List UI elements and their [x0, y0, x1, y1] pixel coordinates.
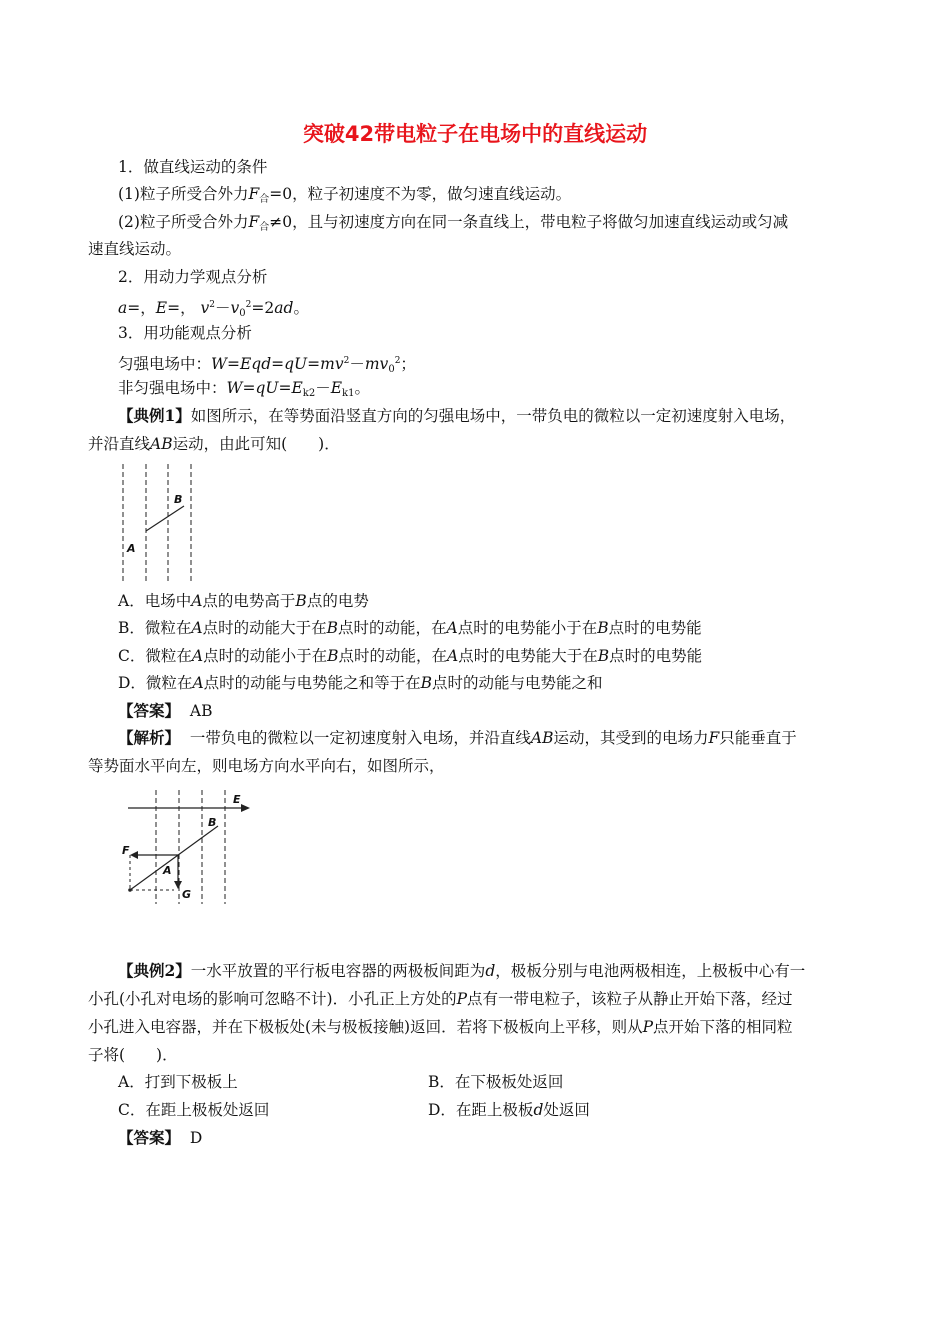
section-1-line-3: 速直线运动。 — [88, 240, 182, 258]
figure-1-equipotential-diagram — [115, 462, 205, 586]
example-1-option-b: B．微粒在A点时的动能大于在B点时的动能，在A点时的电势能小于在B点时的电势能 — [118, 619, 702, 637]
example-2-question-line-2: 小孔(小孔对电场的影响可忽略不计)．小孔正上方处的P点有一带电粒子，该粒子从静止开始下落，经过 — [88, 990, 793, 1008]
section-3-nonuniform: 非匀强电场中：$W=qU=E_{k2}-E_{k1}$。 — [118, 379, 370, 399]
section-1-line-2: (2)粒子所受合外力$F_合\ne 0$，且与初速度方向在同一条直线上，带电粒子将做匀加速直线运动或匀减 — [118, 213, 789, 233]
trajectory-line-ab — [130, 826, 218, 890]
example-1-question-line-1: 【典例1】如图所示，在等势面沿竖直方向的匀强电场中，一带负电的微粒以一定初速度射入电场， — [118, 406, 796, 425]
section-3-uniform: 匀强电场中：$W=Eqd=qU=mv^2-mv_0^2$； — [118, 355, 416, 375]
point-a-label: A — [127, 542, 136, 555]
example-1-option-c: C．微粒在A点时的动能小于在B点时的动能，在A点时的电势能大于在B点时的电势能 — [118, 647, 703, 665]
example-1-option-d: D．微粒在A点时的动能与电势能之和等于在B点时的动能与电势能之和 — [118, 674, 603, 692]
example-2-answer: 【答案】 D — [118, 1128, 203, 1147]
section-2-heading: 2．用动力学观点分析 — [118, 268, 268, 286]
gravity-g-label: G — [182, 888, 192, 901]
gravity-g-arrow-head — [174, 881, 182, 889]
example-2-option-c: C．在距上极板处返回 — [118, 1101, 270, 1119]
point-b-label: B — [174, 493, 183, 506]
force-f-label: F — [122, 844, 130, 857]
section-1-heading: 1．做直线运动的条件 — [118, 158, 268, 176]
section-2-formula: a=，E=， $v^2-v_0^2=2ad$。 — [118, 299, 309, 319]
trajectory-line-ab — [146, 506, 184, 531]
point-a-label: A — [163, 864, 172, 877]
section-1-line-1: (1)粒子所受合外力$F_合=0$，粒子初速度不为零，做匀速直线运动。 — [118, 185, 572, 205]
field-e-label: E — [233, 793, 241, 806]
example-1-option-a: A．电场中A点的电势高于B点的电势 — [118, 592, 369, 610]
point-b-label: B — [208, 816, 217, 829]
section-3-heading: 3．用功能观点分析 — [118, 324, 252, 342]
field-arrow-head — [241, 804, 250, 812]
example-2-question-line-3: 小孔进入电容器，并在下极板处(未与极板接触)返回．若将下极板向上平移，则从P点开始下落的相同粒 — [88, 1018, 793, 1036]
resultant-end-dot — [128, 888, 132, 892]
example-2-question-line-4: 子将( )． — [88, 1046, 178, 1064]
example-1-explanation-line-2: 等势面水平向左，则电场方向水平向右，如图所示， — [88, 757, 445, 775]
example-1-explanation-line-1: 【解析】 一带负电的微粒以一定初速度射入电场，并沿直线AB运动，其受到的电场力F只能垂直于 — [118, 728, 797, 747]
force-f-arrow-head — [130, 851, 138, 859]
example-2-option-a: A．打到下极板上 — [118, 1073, 238, 1091]
example-2-option-d: D．在距上极板d处返回 — [428, 1101, 590, 1119]
example-1-question-line-2: 并沿直线AB运动，由此可知( )． — [88, 435, 340, 453]
page-title: 突破42带电粒子在电场中的直线运动 — [302, 122, 648, 146]
example-2-option-b: B．在下极板处返回 — [428, 1073, 564, 1091]
example-1-answer: 【答案】 AB — [118, 701, 213, 720]
figure-2-force-diagram — [118, 786, 258, 906]
example-2-question-line-1: 【典例2】一水平放置的平行板电容器的两极板间距为d，极板分别与电池两极相连，上极板中心有一 — [118, 961, 806, 980]
